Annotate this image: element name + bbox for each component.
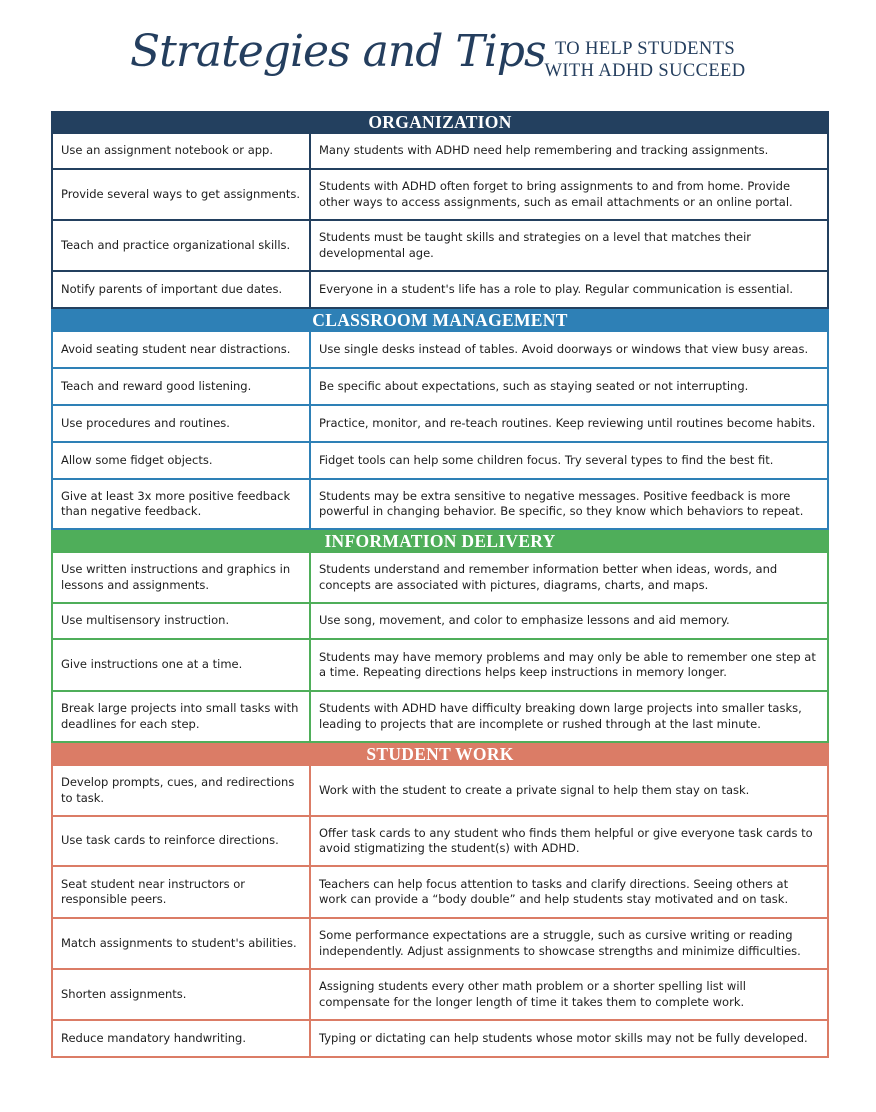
table-row — [51, 867, 829, 919]
tip-cell: Students must be taught skills and strategies on a level that matches their developmental age. — [319, 230, 752, 260]
tip-cell: Be specific about expectations, such as staying seated or not interrupting. — [319, 378, 749, 393]
strategy-cell: Break large projects into small tasks with deadlines for each step. — [53, 692, 311, 741]
table-row — [51, 970, 829, 1021]
table-row — [51, 272, 829, 309]
strategy-cell: Give instructions one at a time. — [53, 640, 311, 690]
tip-cell: Use single desks instead of tables. Avoid doorways or windows that view busy areas. — [319, 341, 809, 356]
page-header — [0, 0, 876, 110]
strategy-cell: Provide several ways to get assignments. — [53, 170, 311, 219]
strategies-table — [51, 111, 829, 1058]
section-heading: ORGANIZATION — [51, 111, 829, 134]
section-heading: STUDENT WORK — [51, 743, 829, 766]
strategy-cell: Develop prompts, cues, and redirections to task. — [53, 766, 311, 815]
section-student-work — [51, 743, 829, 1058]
tip-cell: Offer task cards to any student who finds them helpful or give everyone task cards to avoid stigmatizing the student(s) with ADHD. — [319, 825, 813, 855]
tip-cell: Students with ADHD have difficulty breaking down large projects into smaller tasks, leading to projects that are incomplete or rushed through at the last minute. — [319, 701, 802, 731]
tip-cell: Teachers can help focus attention to tasks and clarify directions. Seeing others at work can provide a “body double” and help students stay motivated and on task. — [319, 876, 789, 906]
strategy-cell: Match assignments to student's abilities. — [53, 919, 311, 968]
table-row — [51, 817, 829, 867]
strategy-cell: Avoid seating student near distractions. — [53, 332, 311, 367]
strategy-cell: Teach and practice organizational skills. — [53, 221, 311, 270]
section-heading: CLASSROOM MANAGEMENT — [51, 309, 829, 332]
table-row — [51, 134, 829, 170]
strategy-cell: Notify parents of important due dates. — [53, 272, 311, 307]
strategy-cell: Use an assignment notebook or app. — [53, 134, 311, 168]
table-row — [51, 443, 829, 480]
table-row — [51, 640, 829, 692]
tip-cell: Work with the student to create a private signal to help them stay on task. — [319, 782, 750, 797]
tip-cell: Typing or dictating can help students whose motor skills may not be fully developed. — [319, 1030, 808, 1045]
table-row — [51, 604, 829, 640]
section-heading: INFORMATION DELIVERY — [51, 530, 829, 553]
table-row — [51, 919, 829, 970]
section-classroom-management — [51, 309, 829, 530]
table-row — [51, 1021, 829, 1058]
page-title: Strategies and Tips — [130, 26, 546, 77]
tip-cell: Students may be extra sensitive to negative messages. Positive feedback is more powerful in changing behavior. Be specific, so they know which behaviors to repeat. — [319, 488, 804, 518]
tip-cell: Use song, movement, and color to emphasize lessons and aid memory. — [319, 613, 730, 628]
tip-cell: Everyone in a student's life has a role to play. Regular communication is essential. — [319, 281, 794, 296]
strategy-cell: Seat student near instructors or responsible peers. — [53, 867, 311, 917]
table-row — [51, 766, 829, 817]
tip-cell: Students understand and remember information better when ideas, words, and concepts are associated with pictures, diagrams, charts, and maps. — [319, 562, 778, 592]
tip-cell: Students with ADHD often forget to bring assignments to and from home. Provide other ways to access assignments, such as email attachments or an online portal. — [319, 179, 793, 209]
strategy-cell: Reduce mandatory handwriting. — [53, 1021, 311, 1056]
tip-cell: Students may have memory problems and may only be able to remember one step at a time. Repeating directions helps keep instructions in memory longer. — [319, 649, 816, 679]
tip-cell: Some performance expectations are a struggle, such as cursive writing or reading independently. Adjust assignments to showcase strengths and minimize difficulties. — [319, 928, 801, 958]
tip-cell: Practice, monitor, and re-teach routines. Keep reviewing until routines become habits. — [319, 415, 816, 430]
tip-cell: Fidget tools can help some children focus. Try several types to find the best fit. — [319, 452, 774, 467]
strategy-cell: Shorten assignments. — [53, 970, 311, 1019]
strategy-cell: Give at least 3x more positive feedback than negative feedback. — [53, 480, 311, 528]
section-organization — [51, 111, 829, 309]
strategy-cell: Use written instructions and graphics in lessons and assignments. — [53, 553, 311, 602]
table-row — [51, 170, 829, 221]
table-row — [51, 332, 829, 369]
table-row — [51, 406, 829, 443]
strategy-cell: Use task cards to reinforce directions. — [53, 817, 311, 865]
table-row — [51, 692, 829, 743]
section-information-delivery — [51, 530, 829, 743]
table-row — [51, 221, 829, 272]
table-row — [51, 553, 829, 604]
subtitle-line-2: WITH ADHD SUCCEED — [544, 61, 746, 81]
strategy-cell: Teach and reward good listening. — [53, 369, 311, 404]
table-row — [51, 480, 829, 530]
page-subtitle — [535, 38, 755, 82]
table-row — [51, 369, 829, 406]
strategy-cell: Allow some fidget objects. — [53, 443, 311, 478]
tip-cell: Assigning students every other math problem or a shorter spelling list will compensate for the longer length of time it takes them to complete work. — [319, 979, 746, 1009]
strategy-cell: Use multisensory instruction. — [53, 604, 311, 638]
subtitle-line-1: TO HELP STUDENTS — [554, 39, 736, 59]
strategy-cell: Use procedures and routines. — [53, 406, 311, 441]
tip-cell: Many students with ADHD need help remembering and tracking assignments. — [319, 143, 769, 158]
